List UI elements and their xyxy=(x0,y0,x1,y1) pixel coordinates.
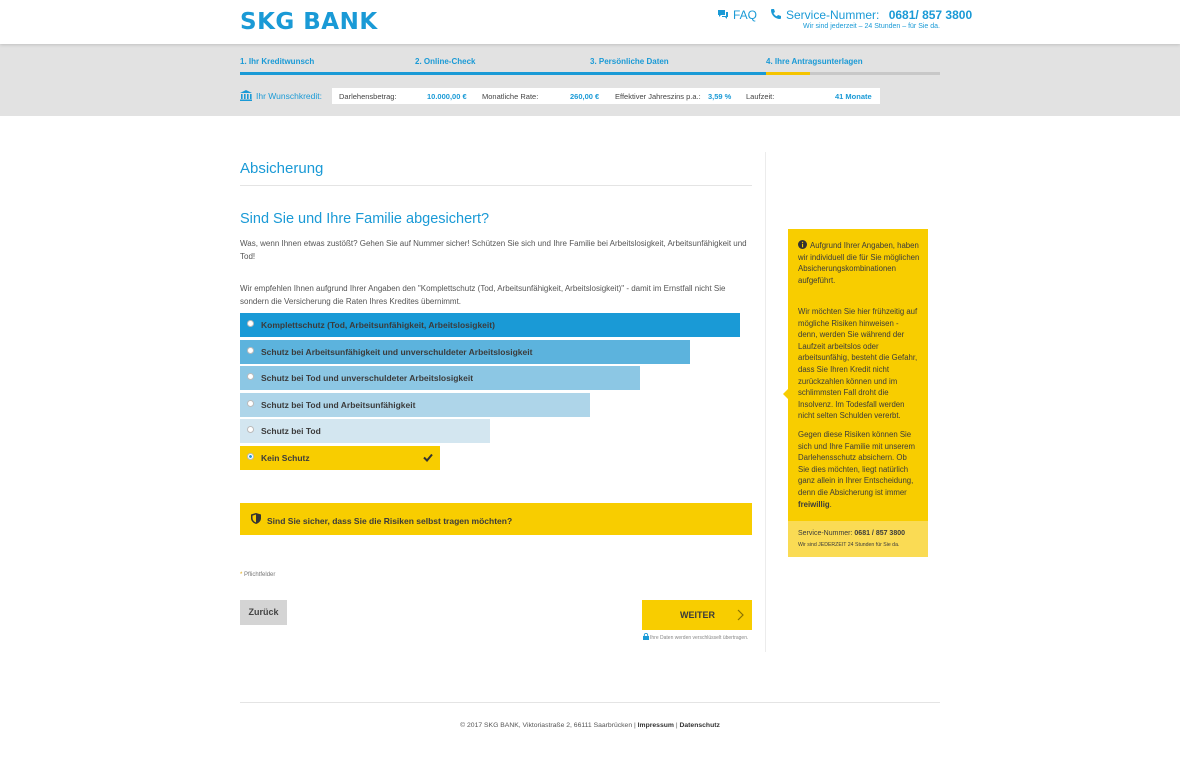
shield-icon xyxy=(251,513,261,524)
warning-text: Sind Sie sicher, dass Sie die Risiken selbst tragen möchten? xyxy=(267,516,513,526)
step-4[interactable]: 4. Ihre Antragsunterlagen xyxy=(766,57,863,66)
page-title: Absicherung xyxy=(240,160,324,177)
info-pointer xyxy=(783,389,788,399)
protection-option[interactable] xyxy=(240,419,490,443)
radio-button[interactable] xyxy=(247,453,254,460)
service-label: Service-Nummer: xyxy=(786,8,880,22)
protection-option-label: Kein Schutz xyxy=(261,452,310,463)
protection-option[interactable] xyxy=(240,393,590,417)
section-question: Sind Sie und Ihre Familie abgesichert? xyxy=(240,211,490,227)
back-button[interactable]: Zurück xyxy=(240,600,287,625)
footer-copyright: © 2017 SKG BANK, Viktoriastraße 2, 66111 Saarbrücken | xyxy=(460,722,636,729)
column-divider xyxy=(765,152,766,652)
datenschutz-link[interactable]: Datenschutz xyxy=(679,722,720,729)
radio-button[interactable] xyxy=(247,400,254,407)
radio-button[interactable] xyxy=(247,426,254,433)
next-button-label: WEITER xyxy=(680,610,715,620)
info-service-line: Service-Nummer: 0681 / 857 3800 xyxy=(798,530,906,537)
protection-option-label: Schutz bei Arbeitsunfähigkeit und unverschuldeter Arbeitslosigkeit xyxy=(261,346,533,357)
secure-transfer-note: Ihre Daten werden verschlüsselt übertragen. xyxy=(643,633,748,641)
loan-summary xyxy=(332,88,880,104)
rate-label: Monatliche Rate: xyxy=(482,92,539,101)
zins-value: 3,59 % xyxy=(708,92,732,101)
risk-warning xyxy=(240,503,752,535)
radio-button[interactable] xyxy=(247,347,254,354)
laufzeit-value: 41 Monate xyxy=(835,92,872,101)
protection-option[interactable] xyxy=(240,366,640,390)
info-paragraph-3: Gegen diese Risiken können Sie sich und Ihre Familie mit unserem Darlehensschutz absichern. Ob Sie dies möchten, liegt natürlich ganz allein in Ihrer Entscheidung, denn die Absicherung ist immer freiwillig. xyxy=(798,430,915,509)
site-footer: © 2017 SKG BANK, Viktoriastraße 2, 66111 Saarbrücken | Impressum | Datenschutz xyxy=(460,722,720,729)
radio-button[interactable] xyxy=(247,320,254,327)
lock-icon xyxy=(643,633,649,640)
bank-logo[interactable]: SKG BANK xyxy=(240,9,378,35)
protection-option-label: Schutz bei Tod und unverschuldeter Arbeitslosigkeit xyxy=(261,373,474,383)
impressum-link[interactable]: Impressum xyxy=(637,722,674,729)
step-1[interactable]: 1. Ihr Kreditwunsch xyxy=(240,57,315,66)
faq-label: FAQ xyxy=(733,8,758,22)
required-fields-note: * Pflichtfelder xyxy=(240,572,276,578)
phone-icon xyxy=(770,8,782,20)
chevron-right-icon xyxy=(737,609,744,621)
faq-link[interactable] xyxy=(717,8,757,22)
progress-fill-current xyxy=(766,72,810,75)
protection-option-label: Schutz bei Tod und Arbeitsunfähigkeit xyxy=(261,399,416,410)
progress-bar xyxy=(240,72,940,75)
progress-fill-complete xyxy=(240,72,766,75)
laufzeit-label: Laufzeit: xyxy=(746,92,775,101)
step-3[interactable]: 3. Persönliche Daten xyxy=(590,57,669,66)
service-availability: Wir sind jederzeit – 24 Stunden – für Sie da. xyxy=(803,23,940,30)
protection-option[interactable] xyxy=(240,313,740,337)
info-service-footer xyxy=(788,521,928,557)
step-2[interactable]: 2. Online-Check xyxy=(415,57,476,66)
wunschkredit-text: Ihr Wunschkredit: xyxy=(256,91,322,101)
site-header xyxy=(0,0,1180,44)
footer-divider xyxy=(240,702,940,703)
rate-value: 260,00 € xyxy=(570,92,600,101)
chat-icon xyxy=(717,8,729,20)
service-hotline xyxy=(770,8,972,22)
radio-button[interactable] xyxy=(247,373,254,380)
recommendation-text: Wir empfehlen Ihnen aufgrund Ihrer Angaben den "Komplettschutz (Tod, Arbeitsunfähigkeit, Arbeitslosigkeit)" - damit im Ernstfall nicht Sie sondern die Versicherung die Raten Ihres Kredites übernimmt. xyxy=(240,284,726,306)
info-service-sub: Wir sind JEDERZEIT 24 Stunden für Sie da. xyxy=(798,542,900,548)
divider xyxy=(240,185,752,186)
protection-option[interactable] xyxy=(240,340,690,364)
info-icon xyxy=(798,240,807,249)
zins-label: Effektiver Jahreszins p.a.: xyxy=(615,92,701,101)
progress-band xyxy=(0,44,1180,116)
protection-option[interactable] xyxy=(240,446,440,470)
service-number[interactable]: 0681/ 857 3800 xyxy=(888,8,973,22)
bank-icon xyxy=(240,90,252,101)
checkmark-icon xyxy=(422,451,434,463)
betrag-value: 10.000,00 € xyxy=(427,92,467,101)
protection-option-label: Komplettschutz (Tod, Arbeitsunfähigkeit, Arbeitslosigkeit) xyxy=(261,320,495,330)
info-box xyxy=(788,229,928,557)
info-paragraph-2: Wir möchten Sie hier frühzeitig auf mögliche Risiken hinweisen - denn, werden Sie während der Laufzeit arbeitslos oder arbeitsunfähig, besteht die Gefahr, dass Sie Ihren Kredit nicht zurückzahlen können und im schlimmsten Fall droht die Insolvenz. Im Todesfall werden nicht selten Schulden vererbt. xyxy=(798,307,918,421)
protection-option-label: Schutz bei Tod xyxy=(261,426,321,436)
intro-text: Was, wenn Ihnen etwas zustößt? Gehen Sie auf Nummer sicher! Schützen Sie sich und Ihre Familie bei Arbeitslosigkeit, Arbeitsunfähigkeit und Tod! xyxy=(240,239,747,261)
betrag-label: Darlehensbetrag: xyxy=(339,92,397,101)
next-button[interactable] xyxy=(642,600,752,630)
wunschkredit-label xyxy=(240,90,322,101)
info-paragraph-1: Aufgrund Ihrer Angaben, haben wir individuell die für Sie möglichen Absicherungskombinationen aufgeführt. xyxy=(798,241,920,285)
